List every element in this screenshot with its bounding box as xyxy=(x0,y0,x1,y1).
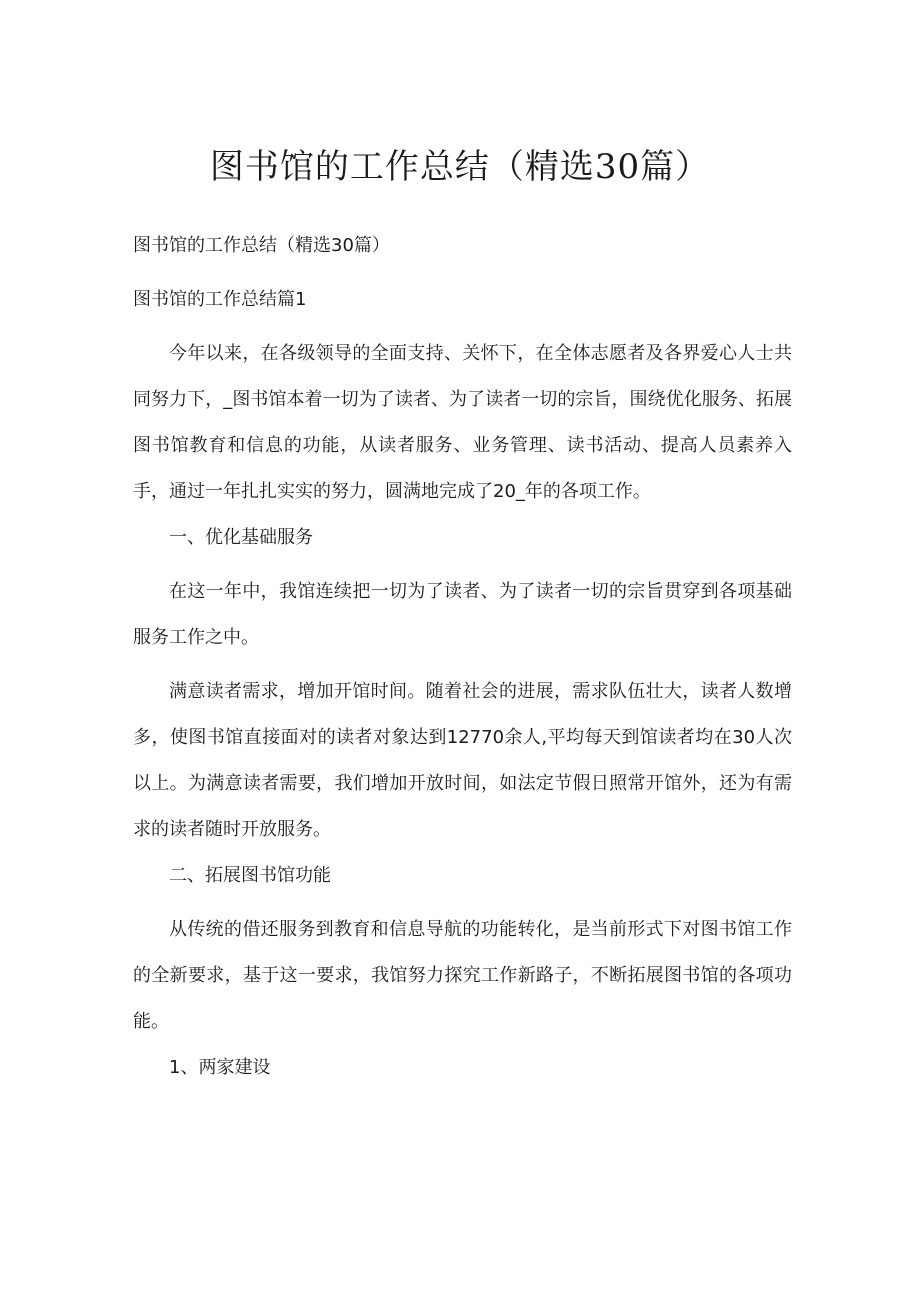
heading-optimize-services: 一、优化基础服务 xyxy=(169,527,313,548)
paragraph-intro: 今年以来，在各级领导的全面支持、关怀下，在全体志愿者及各界爱心人士共同努力下，_图书馆本着一切为了读者、为了读者一切的宗旨，围绕优化服务、拓展图书馆教育和信息的功能，从读者服务、业务管理、读书活动、提高人员素养入手，通过一年扎扎实实的努力，圆满地完成了20_年的各项工作。 xyxy=(133,343,792,502)
heading-two-homes: 1、两家建设 xyxy=(169,1057,271,1078)
document-subtitle: 图书馆的工作总结（精选30篇） xyxy=(133,235,390,256)
heading-expand-functions: 二、拓展图书馆功能 xyxy=(169,865,331,886)
paragraph-opening-hours: 满意读者需求，增加开馆时间。随着社会的进展，需求队伍壮大，读者人数增多，使图书馆直接面对的读者对象达到12770余人,平均每天到馆读者均在30人次以上。为满意读者需要，我们增加开放时间，如法定节假日照常开馆外，还为有需求的读者随时开放服务。 xyxy=(133,681,792,840)
paragraph-services: 在这一年中，我馆连续把一切为了读者、为了读者一切的宗旨贯穿到各项基础服务工作之中。 xyxy=(133,581,792,648)
section-title: 图书馆的工作总结篇1 xyxy=(133,289,307,310)
document-body xyxy=(133,223,792,1091)
paragraph-functions: 从传统的借还服务到教育和信息导航的功能转化，是当前形式下对图书馆工作的全新要求，基于这一要求，我馆努力探究工作新路子，不断拓展图书馆的各项功能。 xyxy=(133,919,792,1032)
document-title: 图书馆的工作总结（精选30篇） xyxy=(209,147,711,187)
